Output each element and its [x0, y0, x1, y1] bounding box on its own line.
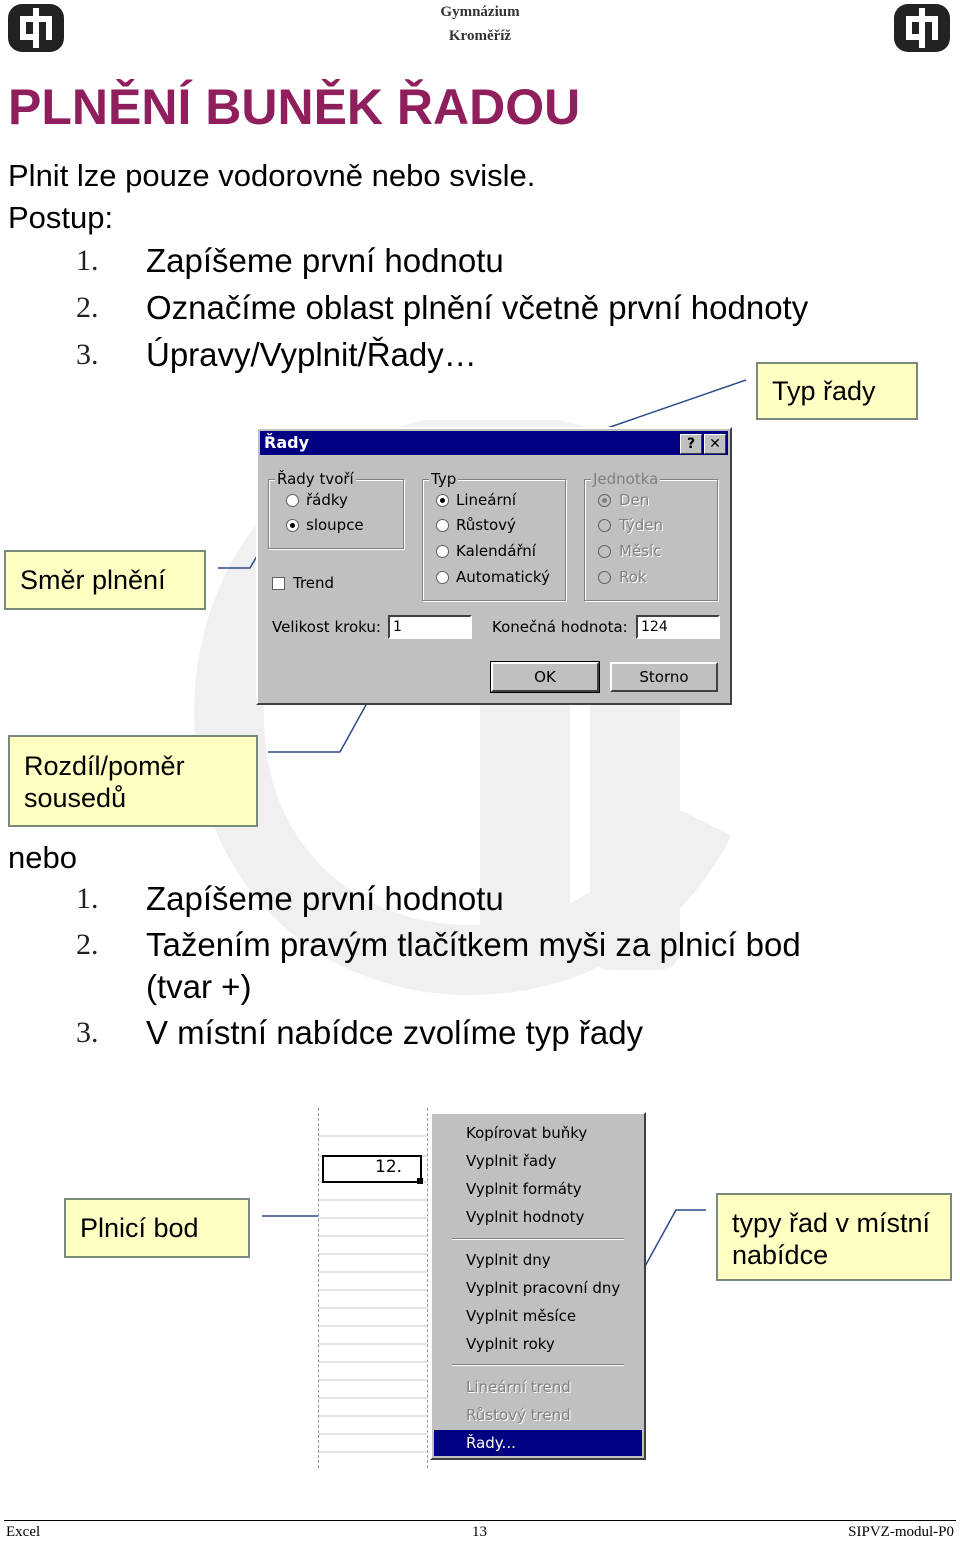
dialog-title: Řady [264, 433, 309, 452]
radio-rok-label: Rok [619, 568, 647, 586]
menu-item[interactable]: Vyplnit měsíce [466, 1307, 577, 1325]
step-b-num: 1. [76, 882, 99, 915]
radio-den-label: Den [619, 491, 650, 509]
step-b-text-cont: (tvar +) [146, 968, 252, 1005]
menu-item[interactable]: Vyplnit hodnoty [466, 1208, 585, 1226]
nebo-text: nebo [8, 840, 77, 875]
footer-right: SIPVZ-modul-P0 [848, 1524, 954, 1540]
menu-separator [452, 1364, 624, 1366]
intro-postup: Postup: [8, 200, 114, 235]
school-town: Kroměříž [448, 28, 512, 44]
help-button[interactable]: ? [680, 434, 702, 454]
radio-mesic[interactable] [598, 545, 611, 558]
step-a-num: 3. [76, 338, 99, 371]
step-b-num: 3. [76, 1016, 99, 1049]
callout-smer-plneni: Směr plnění [4, 550, 206, 610]
radio-sloupce[interactable] [286, 519, 299, 532]
callout-plnici-bod: Plnicí bod [64, 1198, 250, 1258]
menu-item[interactable]: Vyplnit pracovní dny [466, 1279, 621, 1297]
intro-line: Plnit lze pouze vodorovně nebo svisle. [8, 158, 536, 193]
radio-radky-label: řádky [306, 491, 348, 509]
sheet-gridlines [319, 1108, 427, 1468]
radio-linearni[interactable] [436, 494, 449, 507]
trend-checkbox[interactable] [272, 577, 285, 590]
footer-rule [4, 1520, 956, 1521]
velikost-kroku-input[interactable]: 1 [388, 615, 472, 639]
step-a-text: Označíme oblast plnění včetně první hodnoty [146, 289, 809, 326]
step-a-num: 1. [76, 244, 99, 277]
menu-item-selected[interactable]: Řady... [434, 1430, 642, 1456]
konecna-hodnota-label: Konečná hodnota: [492, 618, 628, 636]
menu-separator [452, 1238, 624, 1240]
radio-kalendarni[interactable] [436, 545, 449, 558]
school-name: Gymnázium [440, 4, 520, 20]
radio-kalendarni-label: Kalendářní [456, 542, 536, 560]
group-typ-label: Typ [431, 470, 457, 488]
step-b-text: Tažením pravým tlačítkem myši za plnicí bod [146, 926, 801, 963]
callout-rozdil [8, 735, 258, 827]
radio-linearni-label: Lineární [456, 491, 517, 509]
radio-den[interactable] [598, 494, 611, 507]
callout-rozdil-line1: Rozdíl/poměr [24, 751, 185, 781]
trend-label: Trend [293, 574, 335, 592]
sheet-cell-value: 12. [375, 1157, 403, 1177]
konecna-hodnota-input[interactable]: 124 [636, 615, 720, 639]
velikost-kroku-label: Velikost kroku: [272, 618, 381, 636]
radio-rustovy-label: Růstový [456, 516, 516, 534]
step-b-text: Zapíšeme první hodnotu [146, 880, 504, 917]
radio-rustovy[interactable] [436, 519, 449, 532]
radio-rok[interactable] [598, 571, 611, 584]
sheet-column [318, 1108, 428, 1468]
dialog-titlebar [260, 431, 728, 455]
callout-typy-line1: typy řad v místní [732, 1208, 931, 1238]
radio-sloupce-label: sloupce [306, 516, 364, 534]
close-button[interactable]: ✕ [704, 434, 726, 454]
radio-automaticky[interactable] [436, 571, 449, 584]
footer-page-number: 13 [472, 1524, 487, 1540]
menu-item[interactable]: Růstový trend [466, 1406, 571, 1424]
group-jednotka-label: Jednotka [593, 470, 659, 488]
radio-automaticky-label: Automatický [456, 568, 550, 586]
callout-typy-line2: nabídce [732, 1240, 829, 1270]
ok-button[interactable]: OK [491, 662, 599, 692]
step-a-num: 2. [76, 291, 99, 324]
step-b-text: V místní nabídce zvolíme typ řady [146, 1014, 644, 1051]
context-menu [430, 1112, 646, 1460]
callout-typy-rad [716, 1193, 952, 1281]
group-rady-label: Řady tvoří [277, 470, 354, 488]
menu-item[interactable]: Kopírovat buňky [466, 1124, 588, 1142]
step-a-text: Úpravy/Vyplnit/Řady… [146, 336, 477, 373]
menu-item[interactable]: Lineární trend [466, 1378, 571, 1396]
radio-tyden[interactable] [598, 519, 611, 532]
callout-typ-rady: Typ řady [756, 362, 918, 420]
menu-item[interactable]: Vyplnit formáty [466, 1180, 582, 1198]
page-title: PLNĚNÍ BUNĚK ŘADOU [8, 79, 581, 135]
radio-mesic-label: Měsíc [619, 542, 662, 560]
radio-tyden-label: Týden [619, 516, 663, 534]
radio-radky[interactable] [286, 494, 299, 507]
storno-button[interactable]: Storno [610, 662, 718, 692]
group-rady-tvori [268, 470, 404, 549]
step-b-num: 2. [76, 928, 99, 961]
footer-left: Excel [6, 1524, 41, 1540]
menu-item[interactable]: Vyplnit dny [466, 1251, 551, 1269]
menu-item[interactable]: Vyplnit řady [466, 1152, 557, 1170]
rady-dialog [256, 427, 732, 705]
callout-rozdil-line2: sousedů [24, 783, 127, 813]
menu-item[interactable]: Vyplnit roky [466, 1335, 555, 1353]
step-a-text: Zapíšeme první hodnotu [146, 242, 504, 279]
